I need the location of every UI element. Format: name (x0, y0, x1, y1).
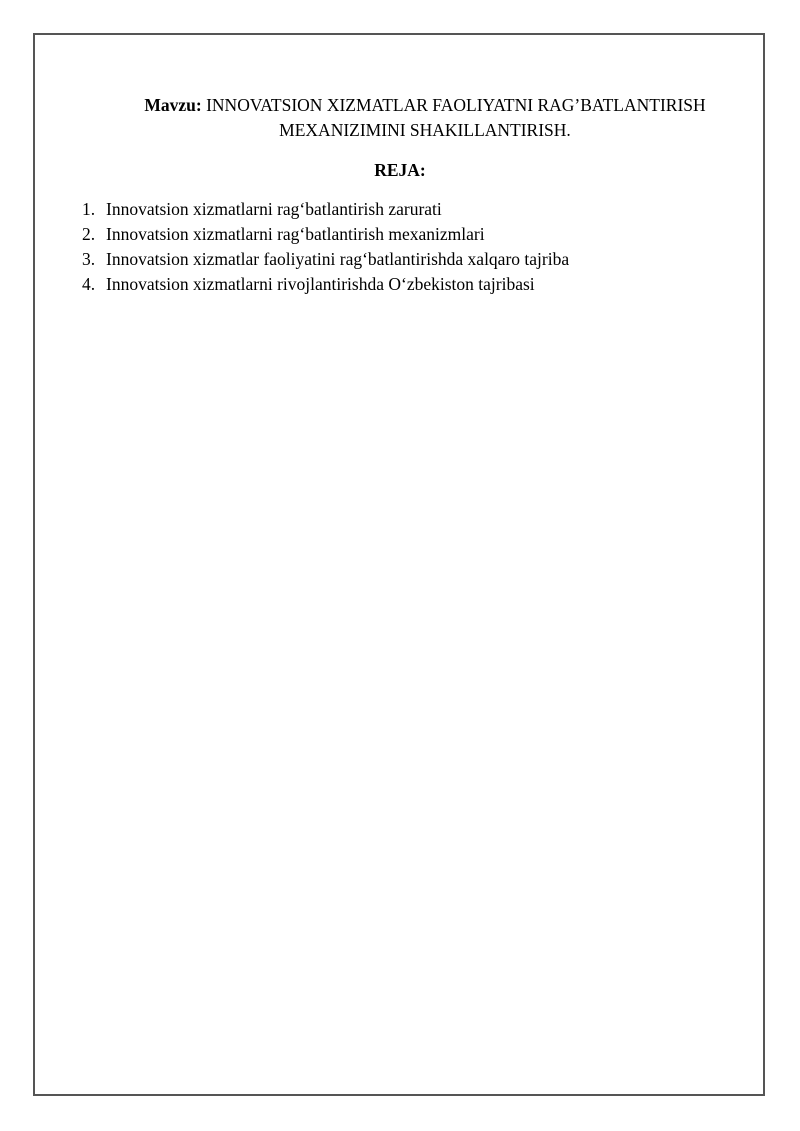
plan-list (82, 197, 569, 297)
plan-item-number: 2. (82, 224, 96, 244)
subject-title-line2: MEXANIZIMINI SHAKILLANTIRISH. (279, 120, 571, 140)
plan-item (82, 247, 569, 272)
plan-item (82, 222, 569, 247)
plan-item-text: Innovatsion xizmatlar faoliyatini rag‘batlantirishda xalqaro tajriba (106, 249, 570, 269)
plan-heading: REJA: (374, 160, 426, 180)
plan-item-number: 3. (82, 249, 96, 269)
page-border (33, 33, 765, 1096)
plan-item-number: 4. (82, 274, 96, 294)
document-title (80, 93, 770, 143)
plan-item-number: 1. (82, 199, 96, 219)
plan-item (82, 197, 569, 222)
plan-item (82, 272, 569, 297)
subject-title-line1: INNOVATSION XIZMATLAR FAOLIYATNI RAG’BATLANTIRISH (206, 95, 706, 115)
plan-item-text: Innovatsion xizmatlarni rag‘batlantirish zarurati (106, 199, 442, 219)
plan-item-text: Innovatsion xizmatlarni rag‘batlantirish mexanizmlari (106, 224, 485, 244)
subject-label: Mavzu: (144, 95, 202, 115)
plan-item-text: Innovatsion xizmatlarni rivojlantirishda O‘zbekiston tajribasi (106, 274, 535, 294)
